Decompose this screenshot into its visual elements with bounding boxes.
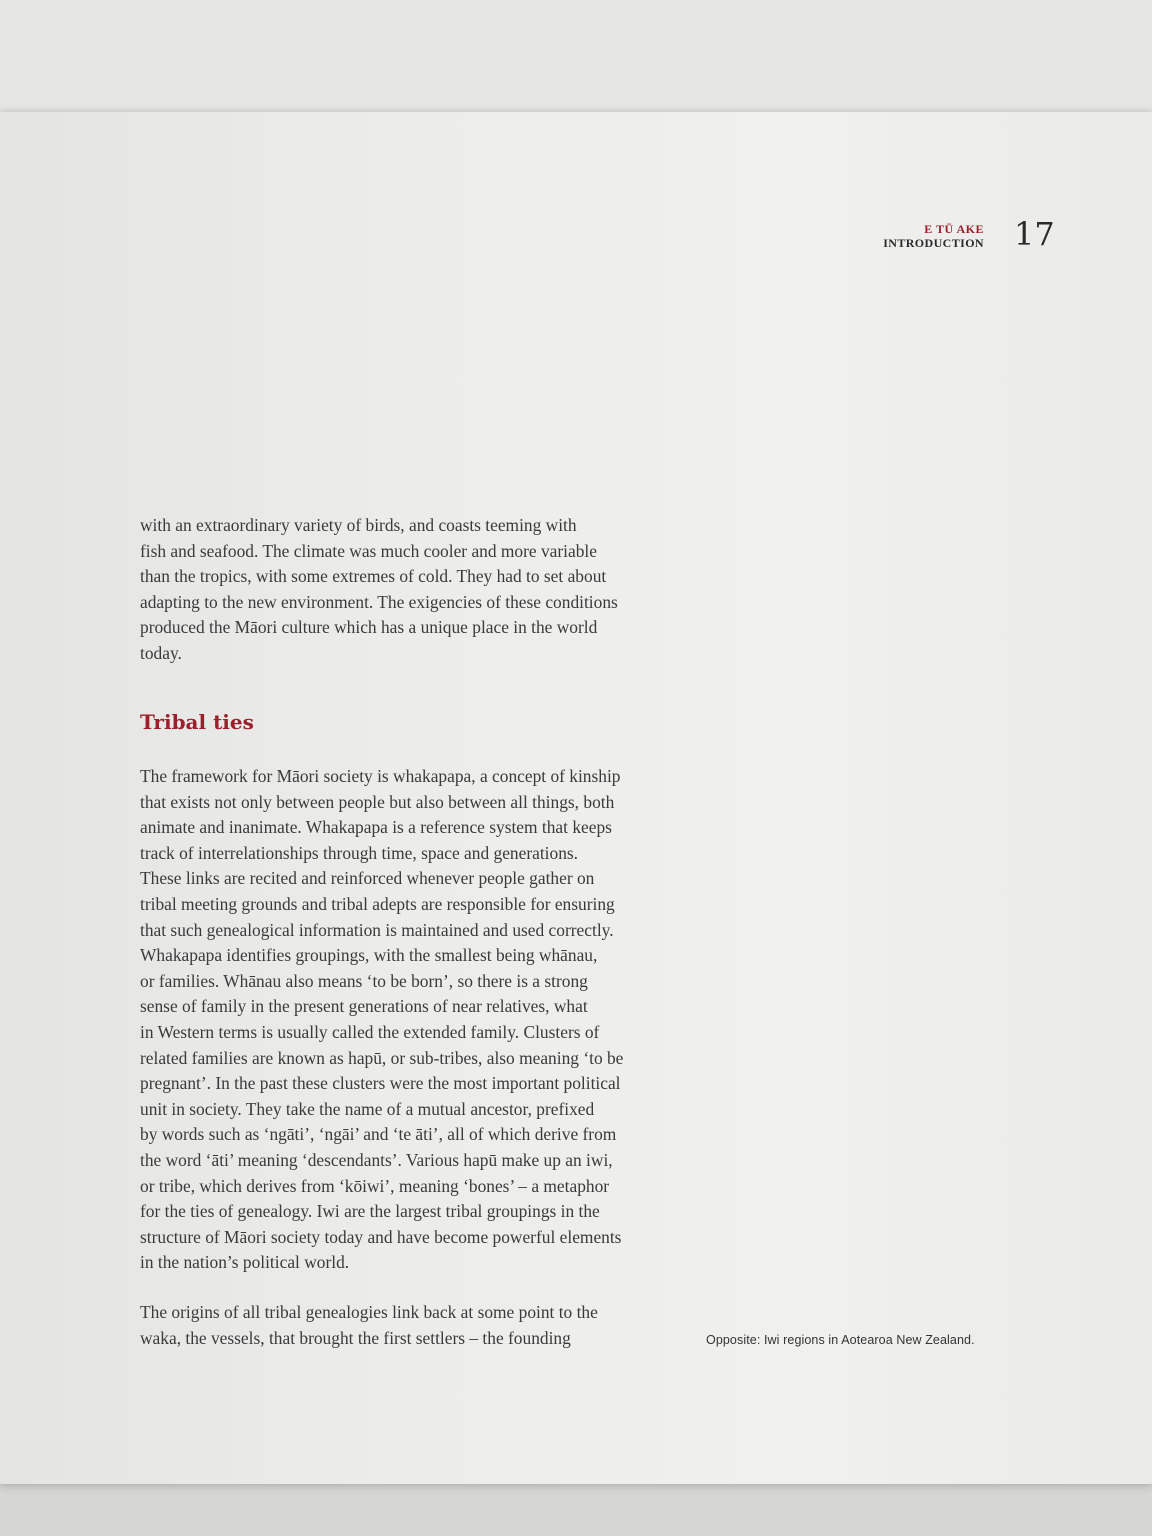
paragraph-line: in Western terms is usually called the extended family. Clusters of <box>140 1021 600 1042</box>
running-head-english: INTRODUCTION <box>883 236 984 250</box>
paragraph-line: animate and inanimate. Whakapapa is a reference system that keeps <box>140 817 612 838</box>
paragraph-line: These links are recited and reinforced whenever people gather on <box>140 868 595 889</box>
paragraph-2 <box>140 764 685 1276</box>
paragraph-line: produced the Māori culture which has a unique place in the world <box>140 617 598 638</box>
running-head <box>883 222 984 250</box>
paragraph-line: by words such as ‘ngāti’, ‘ngāi’ and ‘te āti’, all of which derive from <box>140 1124 617 1145</box>
paragraph-line: in the nation’s political world. <box>140 1252 350 1273</box>
paragraph-line: structure of Māori society today and have become powerful elements <box>140 1226 622 1247</box>
paragraph-line: Whakapapa identifies groupings, with the smallest being whānau, <box>140 945 598 966</box>
paragraph-line: for the ties of genealogy. Iwi are the largest tribal groupings in the <box>140 1201 600 1222</box>
paragraph-line: or families. Whānau also means ‘to be born’, so there is a strong <box>140 970 588 991</box>
paragraph-line: fish and seafood. The climate was much cooler and more variable <box>140 540 597 561</box>
paragraph-line: that exists not only between people but also between all things, both <box>140 791 615 812</box>
page-number: 17 <box>1014 215 1055 253</box>
paragraph-line: or tribe, which derives from ‘kōiwi’, meaning ‘bones’ – a metaphor <box>140 1175 610 1196</box>
paragraph-3 <box>140 1300 685 1351</box>
paragraph-line: pregnant’. In the past these clusters were the most important political <box>140 1073 621 1094</box>
paragraph-1 <box>140 513 685 667</box>
paragraph-line: related families are known as hapū, or sub-tribes, also meaning ‘to be <box>140 1047 624 1068</box>
paragraph-line: sense of family in the present generations of near relatives, what <box>140 996 588 1017</box>
paragraph-line: today. <box>140 642 182 663</box>
paragraph-line: with an extraordinary variety of birds, and coasts teeming with <box>140 515 577 535</box>
paragraph-line: track of interrelationships through time, space and generations. <box>140 842 579 863</box>
running-head-maori: E TŪ AKE <box>924 222 984 236</box>
paragraph-line: The origins of all tribal genealogies link back at some point to the <box>140 1302 598 1322</box>
paragraph-line: unit in society. They take the name of a mutual ancestor, prefixed <box>140 1098 595 1119</box>
under-page <box>0 1480 1152 1536</box>
paragraph-line: tribal meeting grounds and tribal adepts are responsible for ensuring <box>140 893 615 914</box>
paragraph-line: adapting to the new environment. The exigencies of these conditions <box>140 591 618 612</box>
section-heading: Tribal ties <box>140 710 254 734</box>
paragraph-line: The framework for Māori society is whakapapa, a concept of kinship <box>140 766 621 786</box>
figure-caption: Opposite: Iwi regions in Aotearoa New Zealand. <box>706 1333 975 1347</box>
paragraph-line: the word ‘āti’ meaning ‘descendants’. Various hapū make up an iwi, <box>140 1149 613 1170</box>
paragraph-line: than the tropics, with some extremes of cold. They had to set about <box>140 566 607 587</box>
paragraph-line: waka, the vessels, that brought the first settlers – the founding <box>140 1327 571 1348</box>
paragraph-line: that such genealogical information is maintained and used correctly. <box>140 919 614 940</box>
